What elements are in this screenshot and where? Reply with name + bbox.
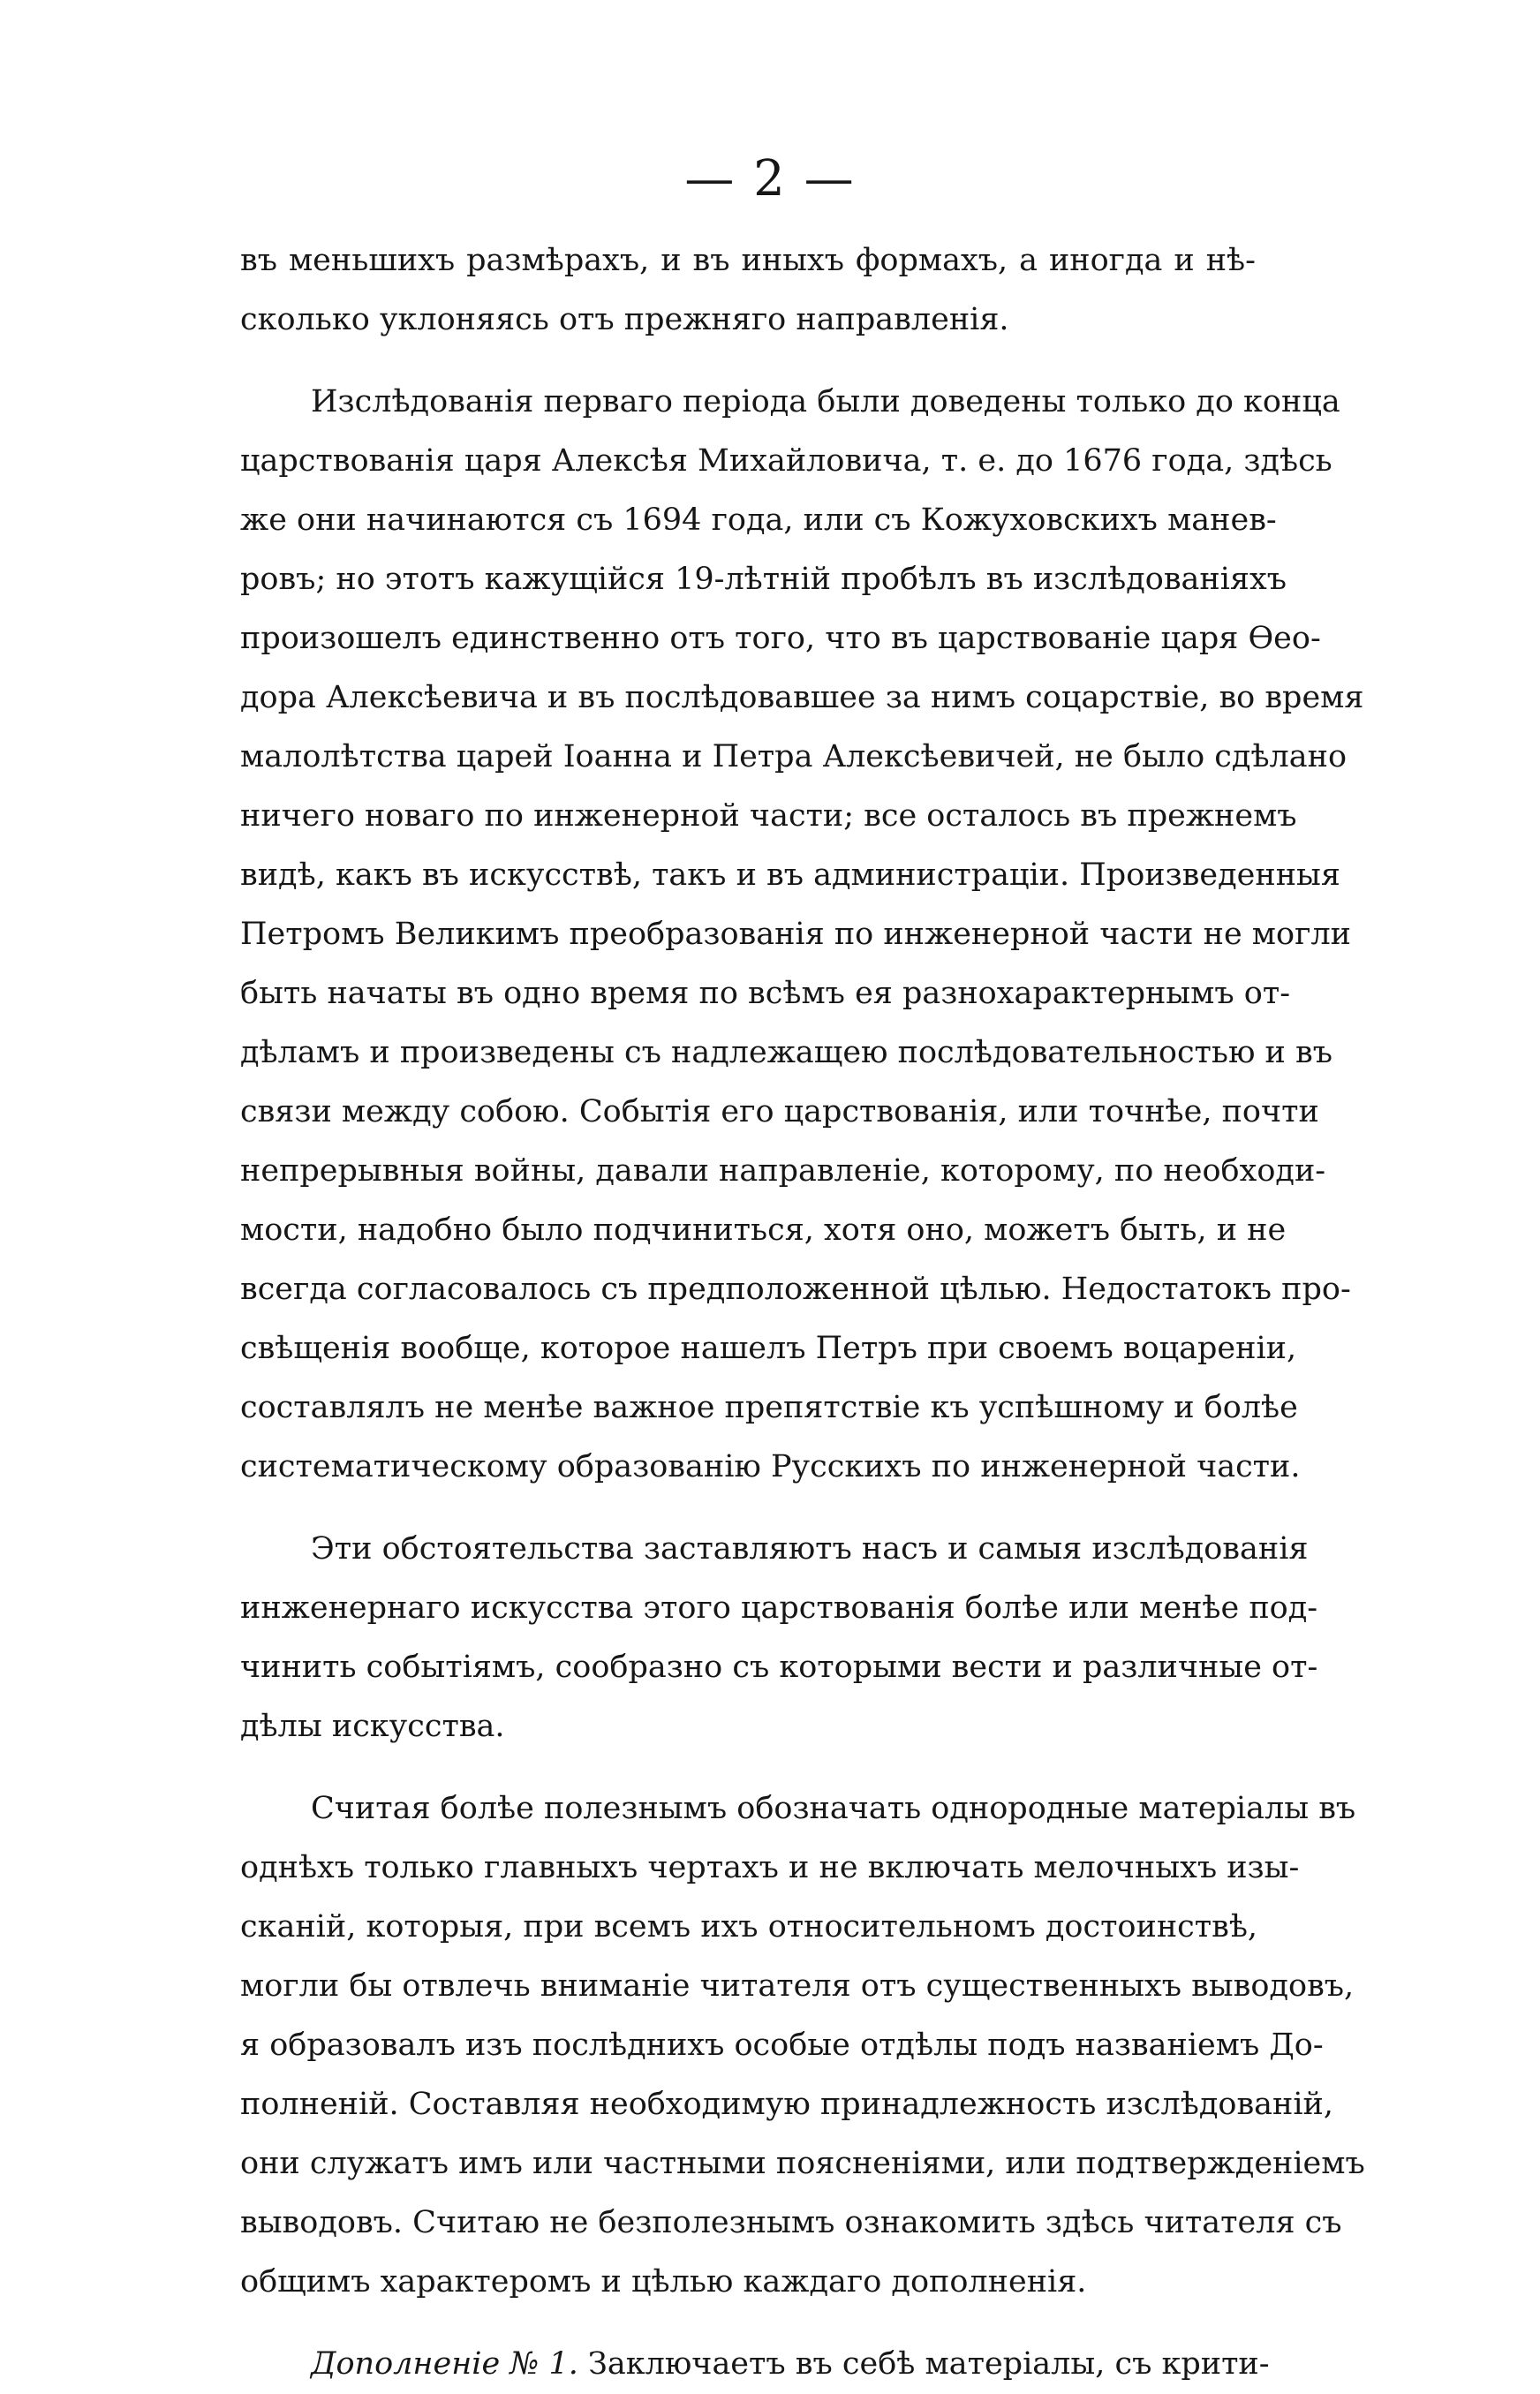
text-line: въ меньшихъ размѣрахъ, и въ иныхъ формахъ, а иногда и нѣ-	[240, 243, 1256, 278]
text-line: составлялъ не менѣе важное препятствіе къ успѣшному и болѣе	[240, 1390, 1298, 1425]
text-line: сканій, которыя, при всемъ ихъ относительномъ достоинствѣ,	[240, 1909, 1258, 1945]
text-line: быть начаты въ одно время по всѣмъ ея разнохарактернымъ от-	[240, 976, 1291, 1011]
text-line: систематическому образованію Русскихъ по инженерной части.	[240, 1449, 1301, 1484]
text-line	[240, 2335, 1270, 2394]
text-line: однѣхъ только главныхъ чертахъ и не включать мелочныхъ изы-	[240, 1850, 1300, 1885]
text-line: полненій. Составляя необходимую принадлежность изслѣдованій,	[240, 2087, 1333, 2122]
text-line: ровъ; но этотъ кажущійся 19-лѣтній пробѣлъ въ изслѣдованіяхъ	[240, 562, 1287, 597]
text-line: свѣщенія вообще, которое нашелъ Петръ при своемъ воцареніи,	[240, 1331, 1297, 1366]
text-line: дѣламъ и произведены съ надлежащею послѣдовательностью и въ	[240, 1035, 1332, 1070]
page-number: — 2 —	[684, 150, 856, 208]
text-line: же они начинаются съ 1694 года, или съ Кожуховскихъ манев-	[240, 502, 1277, 538]
text-line: ничего новаго по инженерной части; все осталось въ прежнемъ	[240, 798, 1297, 834]
text-line: мости, надобно было подчиниться, хотя оно, можетъ быть, и не	[240, 1212, 1287, 1248]
text-line: дѣлы искусства.	[240, 1709, 505, 1744]
text-line: непрерывныя войны, давали направленіе, которому, по необходи-	[240, 1153, 1326, 1189]
text-line: произошелъ единственно отъ того, что въ царствованіе царя Ѳео-	[240, 621, 1321, 656]
text-line: дора Алексѣевича и въ послѣдовавшее за нимъ соцарствіе, во время	[240, 680, 1364, 715]
text-line: инженернаго искусства этого царствованія болѣе или менѣе под-	[240, 1590, 1318, 1626]
text-line: связи между собою. Событія его царствованія, или точнѣе, почти	[240, 1094, 1319, 1129]
text-line: они служатъ имъ или частными поясненіями, или подтвержденіемъ	[240, 2146, 1365, 2181]
body-text	[240, 231, 1365, 2394]
text-line: царствованія царя Алексѣя Михайловича, т. е. до 1676 года, здѣсь	[240, 443, 1332, 479]
text-line: сколько уклоняясь отъ прежняго направленія.	[240, 302, 1009, 337]
text-line: малолѣтства царей Іоанна и Петра Алексѣевичей, не было сдѣлано	[240, 739, 1348, 774]
supplement-heading: Дополненіе № 1.	[311, 2346, 578, 2382]
text-line: видѣ, какъ въ искусствѣ, такъ и въ администраціи. Произведенныя	[240, 857, 1340, 893]
text-line: выводовъ. Считаю не безполезнымъ ознакомить здѣсь читателя съ	[240, 2205, 1342, 2240]
text-line: Изслѣдованія перваго періода были доведены только до конца	[311, 384, 1340, 419]
text-line: Эти обстоятельства заставляютъ насъ и самыя изслѣдованія	[311, 1531, 1309, 1567]
text-fragment: Заключаетъ въ себѣ матеріалы, съ крити-	[578, 2346, 1270, 2382]
text-line: всегда согласовалось съ предположенной цѣлью. Недостатокъ про-	[240, 1272, 1351, 1307]
text-line: Петромъ Великимъ преобразованія по инженерной части не могли	[240, 917, 1352, 952]
text-line: чинить событіямъ, сообразно съ которыми вести и различные от-	[240, 1650, 1318, 1685]
text-line: я образовалъ изъ послѣднихъ особые отдѣлы подъ названіемъ До-	[240, 2028, 1324, 2063]
text-line: могли бы отвлечь вниманіе читателя отъ существенныхъ выводовъ,	[240, 1968, 1355, 2004]
text-line: Считая болѣе полезнымъ обозначать однородные матеріалы въ	[311, 1791, 1356, 1826]
text-line: общимъ характеромъ и цѣлью каждаго дополненія.	[240, 2264, 1087, 2300]
